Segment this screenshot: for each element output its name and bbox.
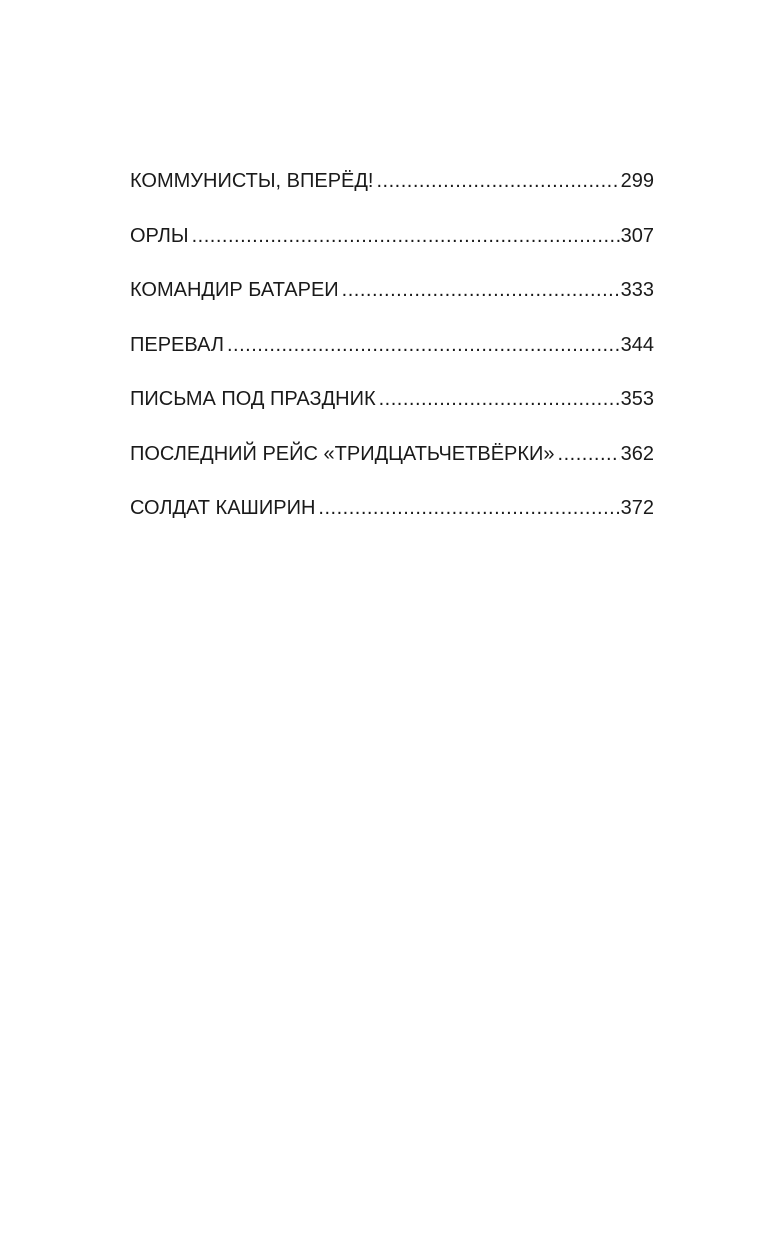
toc-entry[interactable] (130, 225, 654, 280)
toc-dot-leader (342, 279, 620, 302)
toc-entry-title: ПОСЛЕДНИЙ РЕЙС «ТРИДЦАТЬЧЕТВЁРКИ» (130, 442, 555, 465)
toc-entry-title: КОММУНИСТЫ, ВПЕРЁД! (130, 170, 374, 192)
table-of-contents (130, 170, 654, 552)
toc-entry-title: ПИСЬМА ПОД ПРАЗДНИК (130, 388, 376, 410)
toc-entry-page: 344 (620, 333, 654, 356)
toc-dot-leader (227, 334, 620, 357)
toc-entry[interactable] (130, 279, 654, 334)
toc-entry-page: 299 (620, 170, 654, 192)
toc-dot-leader (558, 443, 620, 466)
toc-entry[interactable] (130, 443, 654, 498)
toc-dot-leader (377, 170, 620, 193)
toc-entry-page: 372 (620, 497, 654, 519)
toc-entry-page: 333 (620, 279, 654, 301)
toc-entry[interactable] (130, 497, 654, 552)
toc-entry-page: 307 (620, 224, 654, 247)
toc-entry-title: ПЕРЕВАЛ (130, 333, 224, 356)
toc-entry-page: 353 (620, 388, 654, 410)
toc-entry[interactable] (130, 170, 654, 225)
toc-dot-leader (318, 497, 619, 520)
toc-entry-title: ОРЛЫ (130, 224, 189, 247)
toc-entry[interactable] (130, 334, 654, 389)
toc-entry-title: КОМАНДИР БАТАРЕИ (130, 279, 339, 301)
toc-dot-leader (379, 388, 620, 411)
toc-dot-leader (192, 225, 620, 248)
toc-entry-page: 362 (620, 442, 654, 465)
toc-entry[interactable] (130, 388, 654, 443)
toc-entry-title: СОЛДАТ КАШИРИН (130, 497, 316, 519)
